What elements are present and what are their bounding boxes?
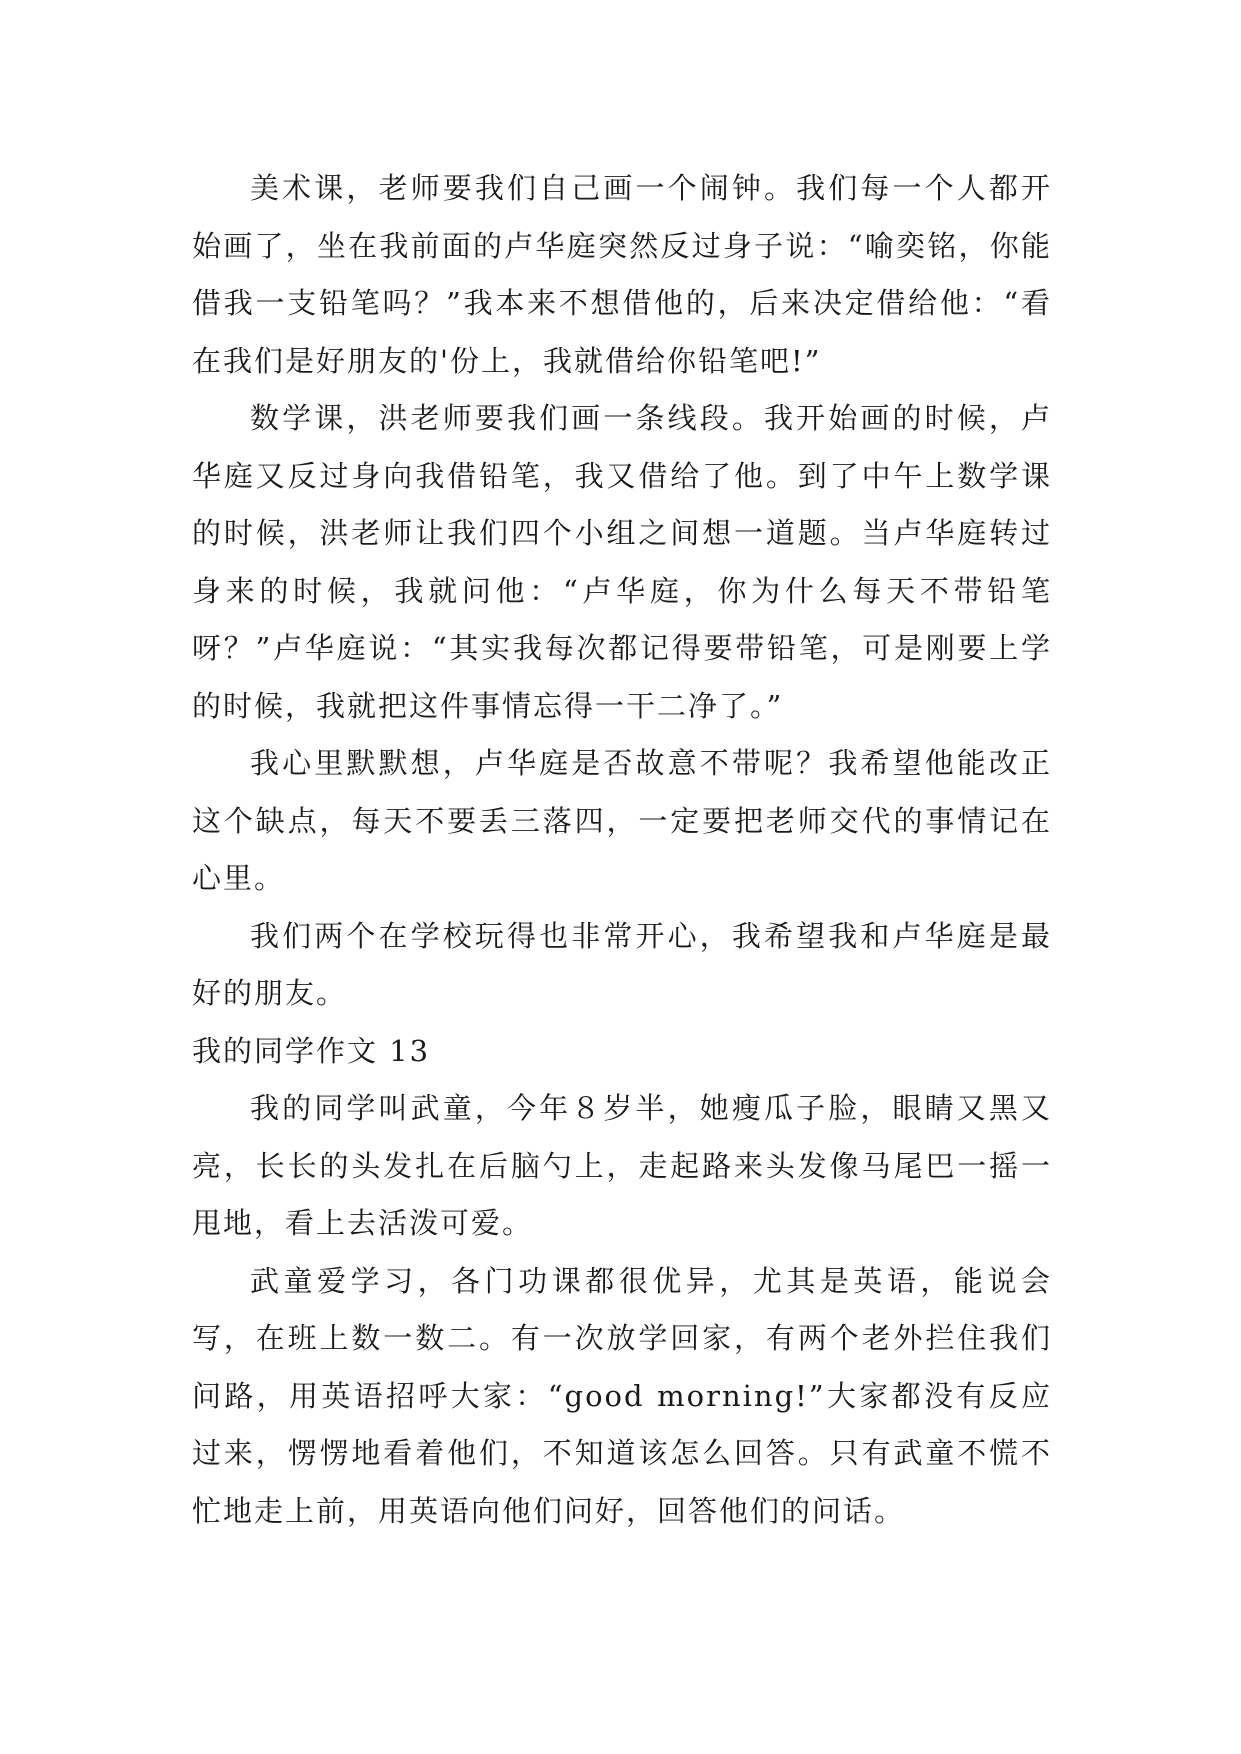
paragraph-friendship: 我们两个在学校玩得也非常开心，我希望我和卢华庭是最好的朋友。 — [192, 918, 1052, 1010]
document-page — [192, 160, 1052, 1540]
essay-heading: 我的同学作文 13 — [192, 1033, 431, 1068]
paragraph-art-class: 美术课，老师要我们自己画一个闹钟。我们每一个人都开始画了，坐在我前面的卢华庭突然反过身子说：“喻奕铭，你能借我一支铅笔吗？”我本来不想借他的，后来决定借给他：“看在我们是好朋友的'份上，我就借给你铅笔吧!” — [192, 171, 1052, 378]
paragraph-reflection: 我心里默默想，卢华庭是否故意不带呢？我希望他能改正这个缺点，每天不要丢三落四，一定要把老师交代的事情记在心里。 — [192, 746, 1052, 895]
paragraph-wutong-appearance: 我的同学叫武童，今年８岁半，她瘦瓜子脸，眼睛又黑又亮，长长的头发扎在后脑勺上，走起路来头发像马尾巴一摇一甩地，看上去活泼可爱。 — [192, 1091, 1052, 1240]
paragraph-wutong-english: 武童爱学习，各门功课都很优异，尤其是英语，能说会写，在班上数一数二。有一次放学回家，有两个老外拦住我们问路，用英语招呼大家：“good morning!”大家都没有反应过来，愣愣地看着他们，不知道该怎么回答。只有武童不慌不忙地走上前，用英语向他们问好，回答他们的问话。 — [192, 1263, 1052, 1528]
paragraph-math-class: 数学课，洪老师要我们画一条线段。我开始画的时候，卢华庭又反过身向我借铅笔，我又借给了他。到了中午上数学课的时候，洪老师让我们四个小组之间想一道题。当卢华庭转过身来的时候，我就问他：“卢华庭，你为什么每天不带铅笔呀？”卢华庭说：“其实我每次都记得要带铅笔，可是刚要上学的时候，我就把这件事情忘得一干二净了。” — [192, 401, 1052, 723]
